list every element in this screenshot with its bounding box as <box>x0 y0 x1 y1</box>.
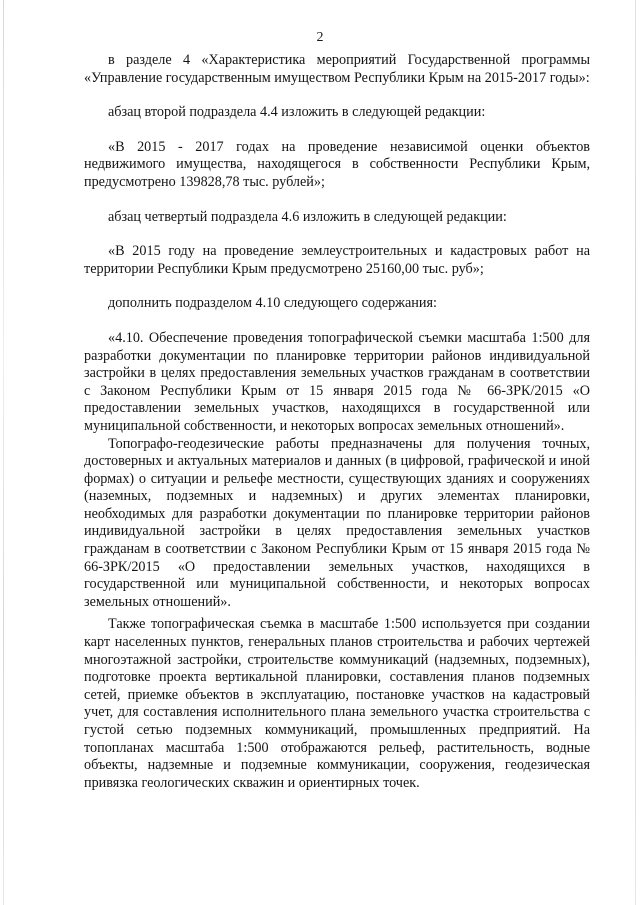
paragraph-4-4-text: «В 2015 - 2017 годах на проведение независимой оценки объектов недвижимого имущества, находящегося в собственности Республики Крым, предусмотрено 139828,78 тыс. рублей»; <box>84 138 590 190</box>
document-body <box>84 52 590 792</box>
paragraph-4-6-instruction: абзац четвертый подраздела 4.6 изложить в следующей редакции: <box>108 208 507 225</box>
page-edge-left <box>3 0 4 905</box>
paragraph-survey-usage: Также топографическая съемка в масштабе 1:500 используется при создании карт населенных пунктов, генеральных планов строительства и рабочих чертежей многоэтажной застройки, строительстве коммуникаций (надземных, подземных), подготовке проекта вертикальной планировки, составления планов подземных сетей, приемке объектов в эксплуатацию, постановке участков на кадастровый учет, для составления исполнительного плана земельного участка строительства с густой сетью подземных коммуникаций, промышленных предприятий. На топопланах масштаба 1:500 отображаются рельеф, растительность, водные объекты, надземные и подземные коммуникации, сооружения, геодезическая привязка геологических скважин и ориентирных точек. <box>84 616 590 791</box>
paragraph-section-4-intro: в разделе 4 «Характеристика мероприятий Государственной программы «Управление государственным имуществом Республики Крым на 2015-2017 годы»: <box>84 52 590 86</box>
paragraph-4-10-title: «4.10. Обеспечение проведения топографической съемки масштаба 1:500 для разработки документации по планировке территории районов индивидуальной застройки в целях предоставления земельных участков гражданам в соответствии с Законом Республики Крым от 15 января 2015 года № 66-ЗРК/2015 «О предоставлении земельных участков, находящихся в государственной или муниципальной собственности, и некоторых вопросах земельных отношений». <box>84 329 590 434</box>
page-edge-right <box>635 0 636 905</box>
paragraph-4-10-instruction: дополнить подразделом 4.10 следующего содержания: <box>108 295 437 312</box>
page-number: 2 <box>316 30 324 45</box>
paragraph-topographic-works: Топографо-геодезические работы предназначены для получения точных, достоверных и актуальных материалов и данных (в цифровой, графической и иной формах) о ситуации и рельефе местности, существующих зданиях и сооружениях (наземных, подземных и надземных) и других элементах планировки, необходимых для разработки документации по планировке территории районов индивидуальной застройки в целях предоставления земельных участков гражданам в соответствии с Законом Республики Крым от 15 января 2015 года № 66-ЗРК/2015 «О предоставлении земельных участков, находящихся в государственной или муниципальной собственности, и некоторых вопросах земельных отношений». <box>84 435 590 610</box>
paragraph-4-6-text: «В 2015 году на проведение землеустроительных и кадастровых работ на территории Республики Крым предусмотрено 25160,00 тыс. руб»; <box>84 243 590 277</box>
paragraph-4-4-instruction: абзац второй подраздела 4.4 изложить в следующей редакции: <box>108 104 486 121</box>
